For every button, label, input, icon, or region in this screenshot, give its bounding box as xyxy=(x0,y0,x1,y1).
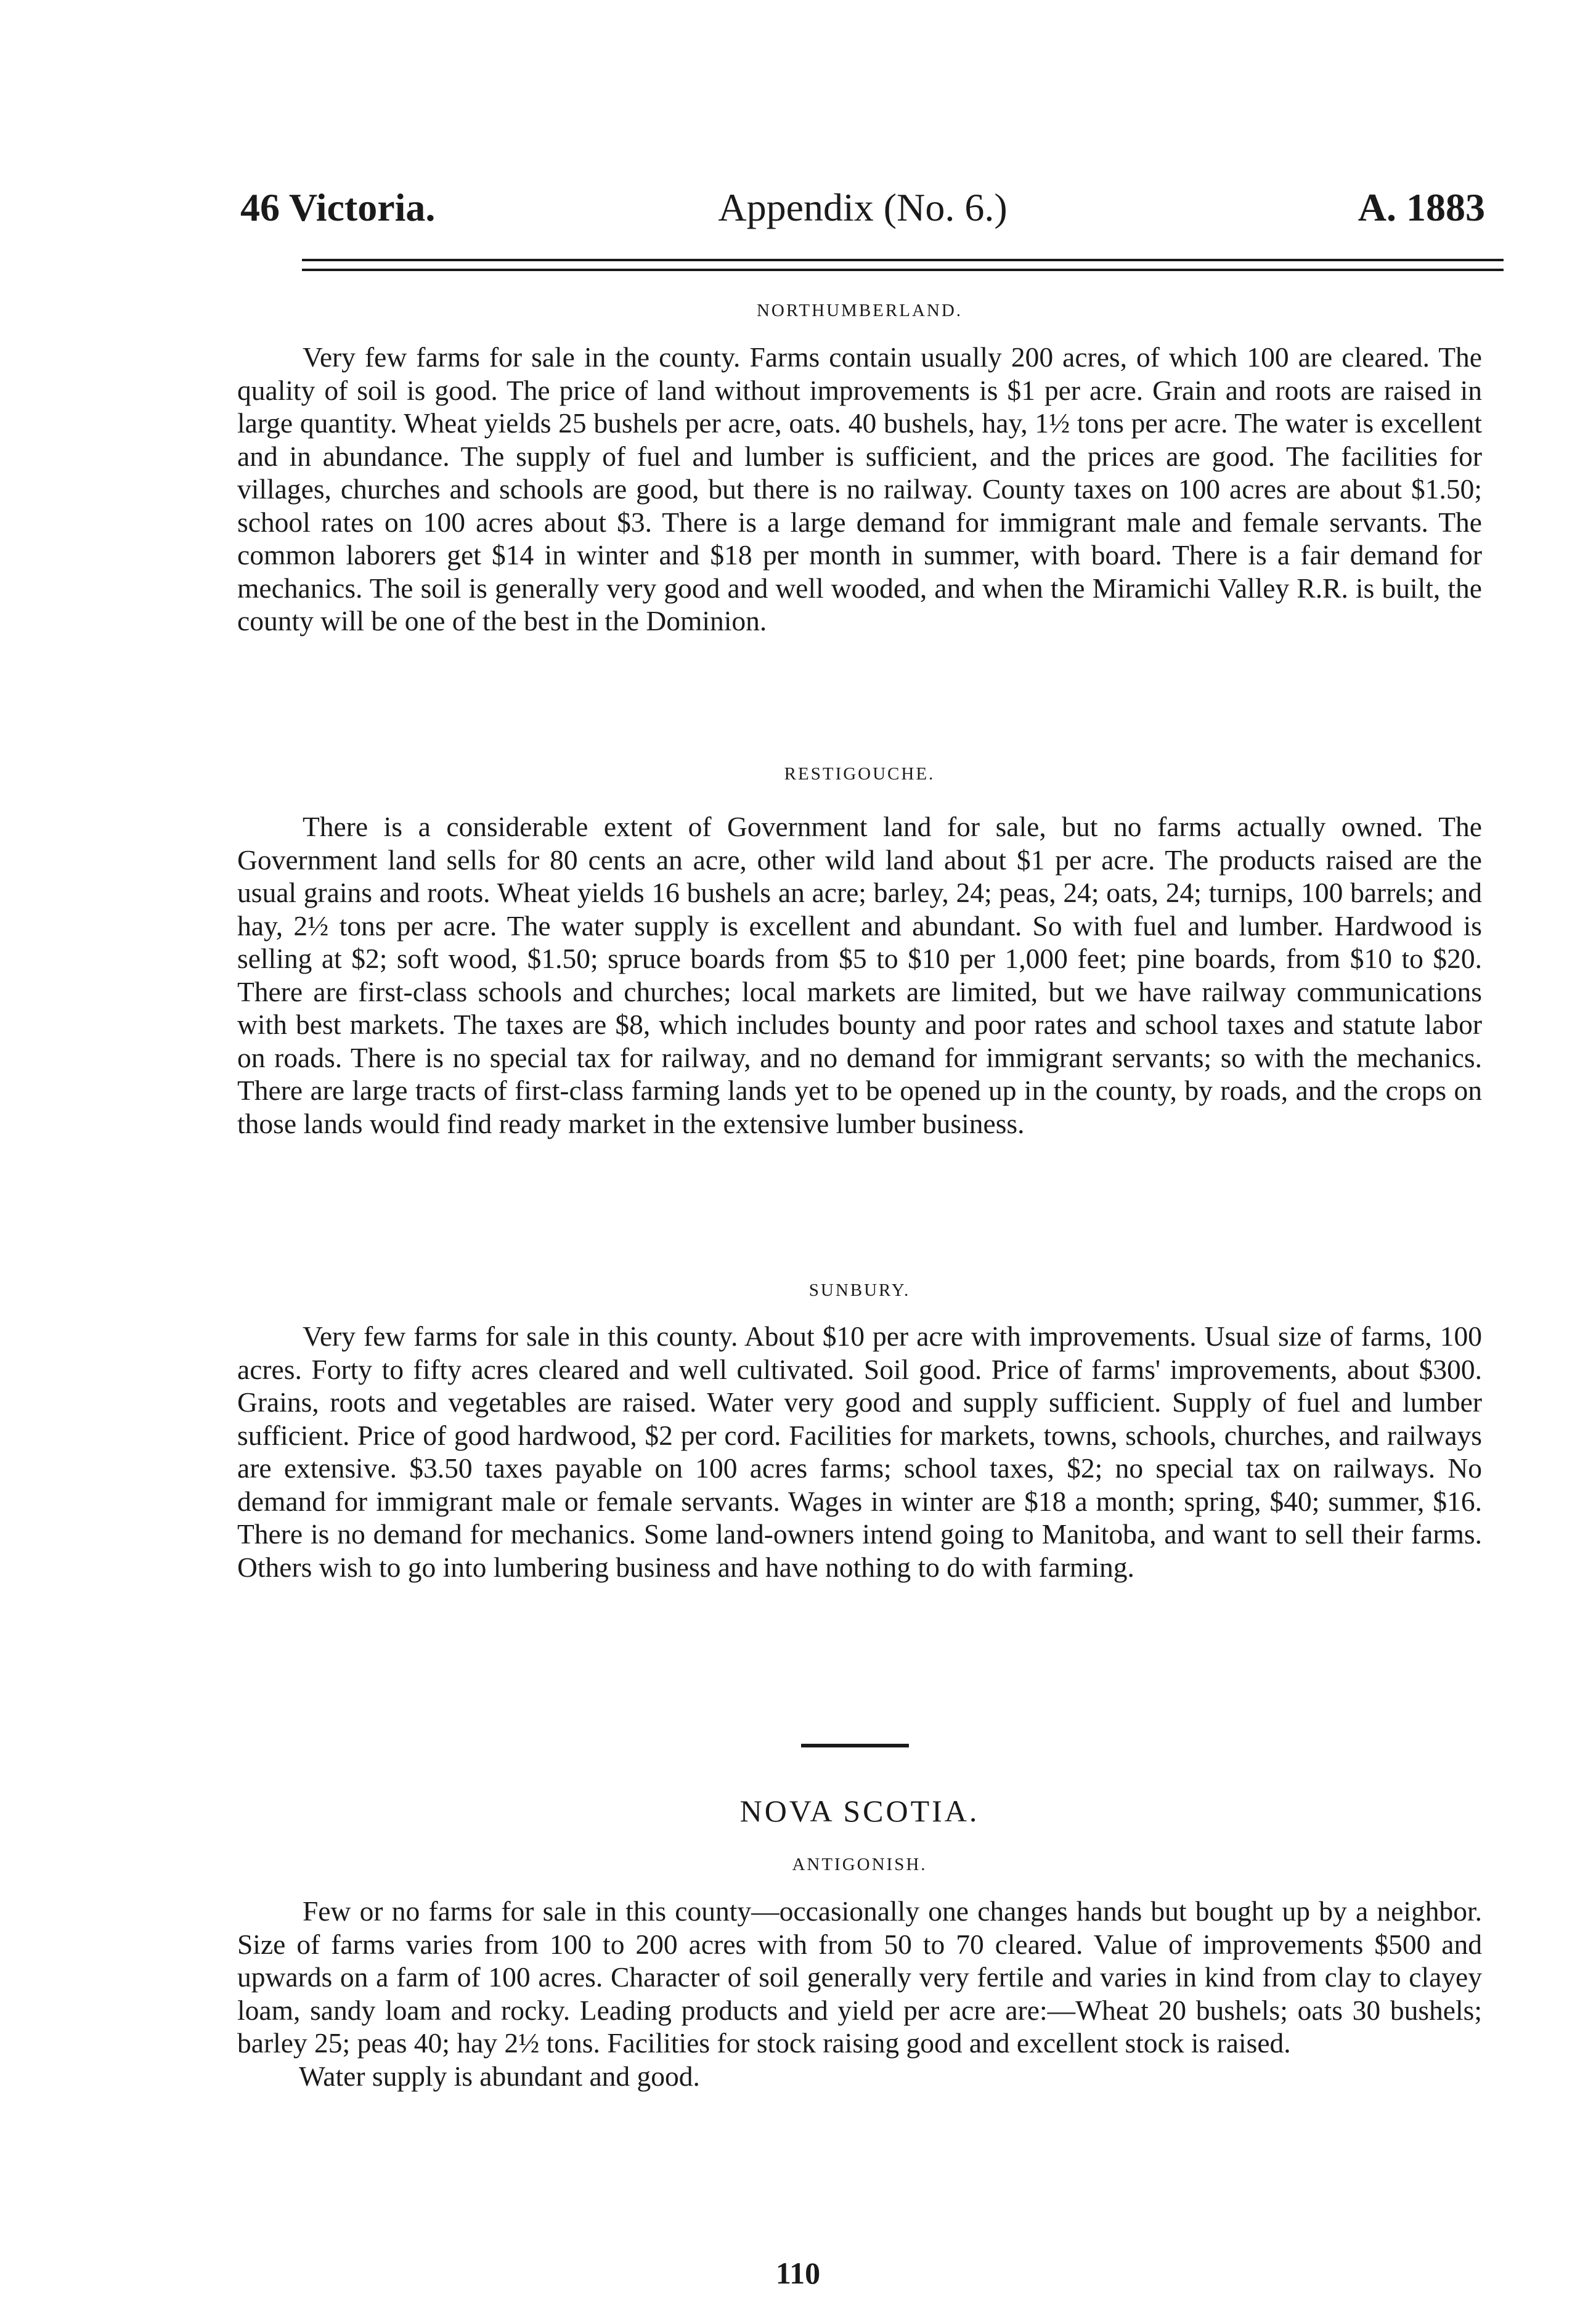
running-header xyxy=(240,185,1485,240)
section-body-sunbury xyxy=(237,1320,1482,1584)
section-heading-restigouche: RESTIGOUCHE. xyxy=(784,764,935,784)
paragraph: There is a considerable extent of Government land for sale, but no farms actually owned. The Government land sells for 80 cents an acre, other wild land about $1 per acre. The products raised are the usual grains and roots. Wheat yields 16 bushels an acre; barley, 24; peas, 24; oats, 24; turnips, 100 barrels; and hay, 2½ tons per acre. The water supply is excellent and abundant. So with fuel and lumber. Hardwood is selling at $2; soft wood, $1.50; spruce boards from $5 to $10 per 1,000 feet; pine boards, from $10 to $20. There are first-class schools and churches; local markets are limited, but we have railway communications with best markets. The taxes are $8, which includes bounty and poor rates and school taxes and statute labor on roads. There is no special tax for railway, and no demand for immigrant servants; so with the mechanics. There are large tracts of first-class farming lands yet to be opened up in the county, by roads, and the crops on those lands would find ready market in the extensive lumber business. xyxy=(237,811,1482,1139)
paragraph: Water supply is abundant and good. xyxy=(299,2060,700,2092)
header-appendix: Appendix (No. 6.) xyxy=(718,185,1008,229)
header-volume: 46 Victoria. xyxy=(240,185,436,229)
section-body-restigouche xyxy=(237,810,1482,1140)
section-body-northumberland xyxy=(237,341,1482,638)
section-body-antigonish xyxy=(237,1895,1482,2093)
paragraph: Few or no farms for sale in this county—occasionally one changes hands but bought up by a neighbor. Size of farms varies from 100 to 200 acres with from 50 to 70 cleared. Value of improvements $500 and upwards on a farm of 100 acres. Character of soil generally very fertile and varies in kind from clay to clayey loam, sandy loam and rocky. Leading products and yield per acre are:—Wheat 20 bushels; oats 30 bushels; barley 25; peas 40; hay 2½ tons. Facilities for stock raising good and excellent stock is raised. xyxy=(237,1895,1482,2059)
header-rule-bottom xyxy=(302,269,1504,271)
section-heading-northumberland: NORTHUMBERLAND. xyxy=(756,301,963,320)
section-heading-antigonish: ANTIGONISH. xyxy=(792,1855,927,1874)
header-rule-top xyxy=(302,259,1504,261)
paragraph: Very few farms for sale in the county. Farms contain usually 200 acres, of which 100 are cleared. The quality of soil is good. The price of land without improvements is $1 per acre. Grain and roots are raised in large quantity. Wheat yields 25 bushels per acre, oats. 40 bushels, hay, 1½ tons per acre. The water is excellent and in abundance. The supply of fuel and lumber is sufficient, and the prices are good. The facilities for villages, churches and schools are good, but there is no railway. County taxes on 100 acres are about $1.50; school rates on 100 acres about $3. There is a large demand for immigrant male and female servants. The common laborers get $14 in winter and $18 per month in summer, with board. There is a fair demand for mechanics. The soil is generally very good and well wooded, and when the Miramichi Valley R.R. is built, the county will be one of the best in the Dominion. xyxy=(237,341,1482,637)
province-heading: NOVA SCOTIA. xyxy=(739,1794,980,1828)
header-year: A. 1883 xyxy=(1358,185,1485,229)
page-number: 110 xyxy=(775,2256,821,2290)
section-heading-sunbury: SUNBURY. xyxy=(808,1280,911,1300)
section-divider xyxy=(801,1744,909,1747)
paragraph: Very few farms for sale in this county. About $10 per acre with improvements. Usual size of farms, 100 acres. Forty to fifty acres cleared and well cultivated. Soil good. Price of farms' improvements, about $300. Grains, roots and vegetables are raised. Water very good and supply sufficient. Supply of fuel and lumber sufficient. Price of good hardwood, $2 per cord. Facilities for markets, towns, schools, churches, and railways are extensive. $3.50 taxes payable on 100 acres farms; school taxes, $2; no special tax on railways. No demand for immigrant male or female servants. Wages in winter are $18 a month; spring, $40; summer, $16. There is no demand for mechanics. Some land-owners intend going to Manitoba, and want to sell their farms. Others wish to go into lumbering business and have nothing to do with farming. xyxy=(237,1320,1482,1583)
